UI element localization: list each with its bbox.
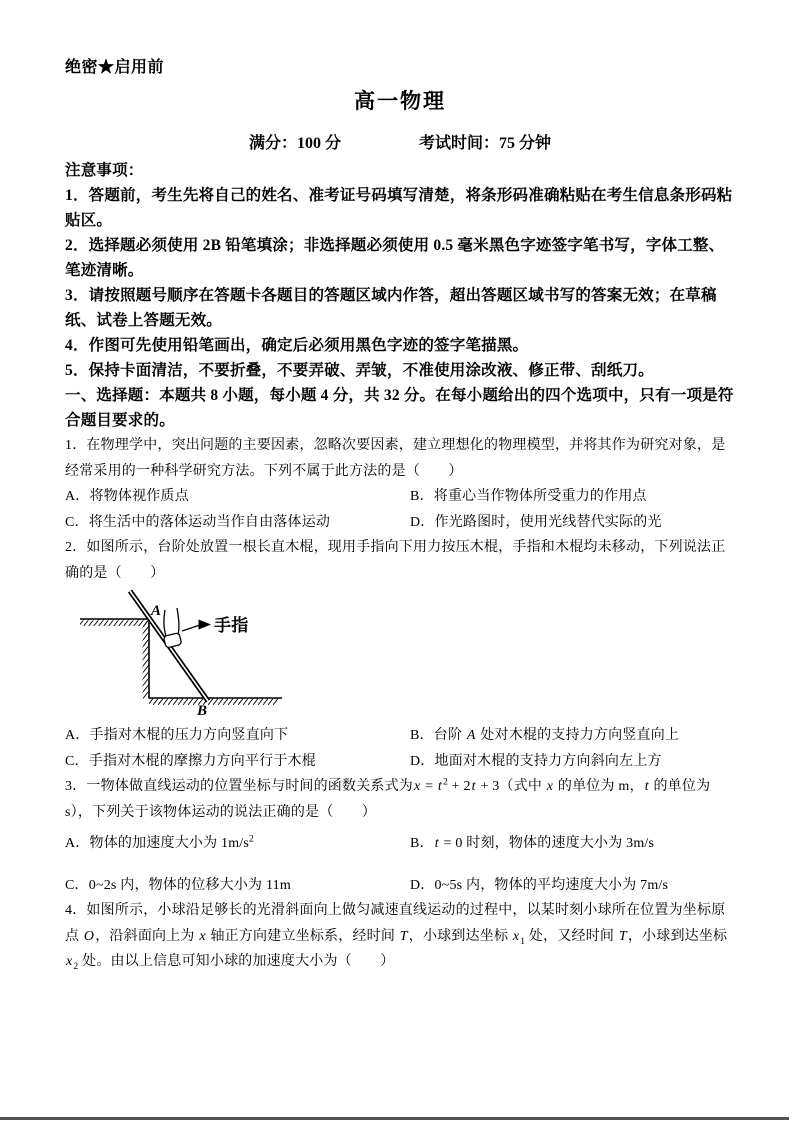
question-3-option-a: A．物体的加速度大小为 $1m/s^2$ (65, 834, 254, 851)
question-1-options-row-2 (65, 510, 735, 536)
question-3-option-c: C．0~2s 内，物体的位移大小为 11m (65, 877, 291, 893)
lower-ground-hatch (149, 699, 278, 706)
question-2-stem: 2．如图所示，台阶处放置一根长直木棍，现用手指向下用力按压木棍，手指和木棍均未移动，下列说法正确的是（ ） (65, 540, 726, 581)
finger-label: 手指 (214, 616, 249, 635)
question-1-option-b: B．将重心当作物体所受重力的作用点 (410, 489, 647, 504)
question-2-option-d: D．地面对木棍的支持力方向斜向左上方 (410, 753, 662, 769)
point-a-label: A (151, 603, 162, 619)
question-1-option-d: D．作光路图时，使用光线替代实际的光 (410, 514, 662, 530)
question-2-figure (78, 588, 293, 720)
secrecy-banner: 绝密★启用前 (65, 59, 165, 76)
exam-time-label: 考试时间：75 分钟 (419, 135, 552, 152)
page-content (65, 58, 735, 975)
question-2-options-row-1 (65, 723, 735, 749)
question-2-option-a: A．手指对木棍的压力方向竖直向下 (65, 728, 289, 743)
exam-meta (65, 133, 735, 154)
point-b-label: B (197, 703, 208, 719)
notices-block (65, 158, 735, 433)
question-3-option-b: B．t = 0 时刻，物体的速度大小为 3m/s (410, 836, 655, 851)
upper-ground-hatch (80, 620, 149, 627)
exam-title: 高一物理 (354, 89, 446, 113)
question-3-stem: 3．一物体做直线运动的位置坐标与时间的函数关系式为$x = t^2 + 2t + 3$（式中 x 的单位为 m，t 的单位为 s），下列关于该物体运动的说法正确的是（ ） (65, 777, 711, 820)
question-4-stem: 4．如图所示，小球沿足够长的光滑斜面向上做匀减速直线运动的过程中，以某时刻小球所在位置为坐标原点 O，沿斜面向上为 x 轴正方向建立坐标系，经时间 T，小球到达坐标 $x_1$ 处，又经时间 T，小球到达坐标 $x_2$ 处。由以上信息可知小球的加速度大小为（ ） (65, 903, 728, 972)
notice-item-5: 5．保持卡面清洁，不要折叠，不要弄破、弄皱，不准使用涂改液、修正带、刮纸刀。 (65, 362, 654, 379)
question-2-option-b: B．台阶 A 处对木棍的支持力方向竖直向上 (410, 728, 680, 743)
question-1-options-row-1 (65, 484, 735, 510)
finger-icon (163, 608, 181, 648)
notice-item-1: 1．答题前，考生先将自己的姓名、准考证号码填写清楚，将条形码准确粘贴在考生信息条形码粘贴区。 (65, 187, 733, 229)
question-1-option-a: A．将物体视作质点 (65, 489, 189, 504)
question-1-option-c: C．将生活中的落体运动当作自由落体运动 (65, 514, 331, 530)
question-3-options-row-1 (65, 831, 735, 857)
notices-heading: 注意事项： (65, 162, 144, 179)
questions-block (65, 433, 735, 975)
finger-pointer-arrow-icon (182, 620, 211, 632)
notice-item-2: 2．选择题必须使用 2B 铅笔填涂；非选择题必须使用 0.5 毫米黑色字迹签字笔书写，字体工整、笔迹清晰。 (65, 237, 725, 279)
question-2-options-row-2 (65, 749, 735, 775)
question-3-option-d: D．0~5s 内，物体的平均速度大小为 7m/s (410, 877, 669, 893)
notice-item-4: 4．作图可先使用铅笔画出，确定后必须用黑色字迹的签字笔描黑。 (65, 337, 529, 354)
question-1-stem: 1．在物理学中，突出问题的主要因素，忽略次要因素，建立理想化的物理模型，并将其作为研究对象，是经常采用的一种科学研究方法。下列不属于此方法的是（ ） (65, 438, 726, 479)
step-stick-diagram (78, 588, 293, 720)
full-score-label: 满分：100 分 (248, 135, 341, 152)
section-header: 一、选择题：本题共 8 小题，每小题 4 分，共 32 分。在每小题给出的四个选项中，只有一项是符合题目要求的。 (65, 387, 734, 429)
page-bottom-edge (0, 1117, 789, 1120)
question-2-option-c: C．手指对木棍的摩擦力方向平行于木棍 (65, 753, 316, 769)
question-3-options-row-2 (65, 873, 735, 899)
notice-item-3: 3．请按照题号顺序在答题卡各题目的答题区域内作答，超出答题区域书写的答案无效；在草稿纸、试卷上答题无效。 (65, 287, 717, 329)
step-wall-hatch (143, 620, 150, 699)
